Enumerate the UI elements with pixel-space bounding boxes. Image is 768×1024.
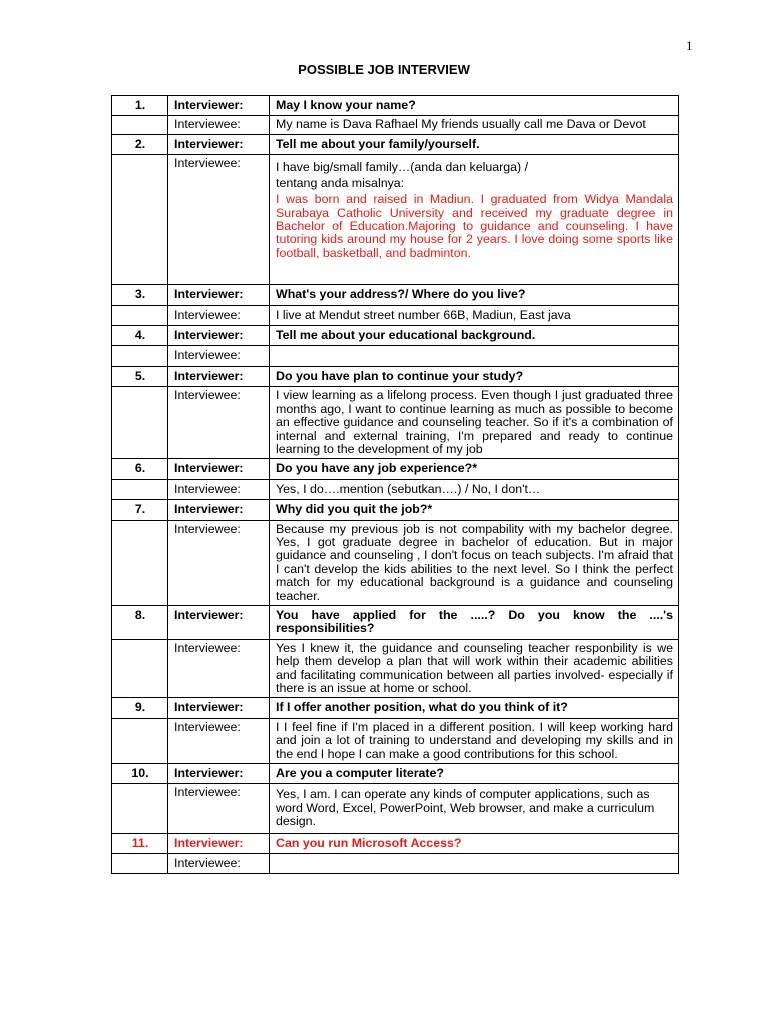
item-number: 9. [112, 698, 168, 718]
question-row-7 [112, 500, 679, 520]
empty-cell [112, 784, 168, 833]
interviewer-label: Interviewer: [168, 605, 270, 639]
answer-text: Yes, I am. I can operate any kinds of computer applications, such as word Word, Excel, PowerPoint, Web browser, and make a curriculum design. [270, 784, 679, 833]
answer-row-2 [112, 155, 679, 285]
empty-cell [112, 854, 168, 874]
item-number: 4. [112, 326, 168, 346]
empty-cell [112, 520, 168, 605]
answer-row-1 [112, 116, 679, 134]
question-row-4 [112, 326, 679, 346]
empty-cell [112, 305, 168, 325]
question-row-1 [112, 96, 679, 116]
question-text: May I know your name? [270, 96, 679, 116]
answer-text: Yes I knew it, the guidance and counseling teacher responbility is we help them develop a plan that will work within their academic abilities and facilitating communication between all parties involved- especially if there is an issue at home or school. [270, 639, 679, 698]
interviewer-label: Interviewer: [168, 698, 270, 718]
answer-text: I live at Mendut street number 66B, Madiun, East java [270, 305, 679, 325]
empty-cell [112, 718, 168, 763]
interviewee-label: Interviewee: [168, 346, 270, 366]
question-row-2 [112, 134, 679, 154]
interviewee-label: Interviewee: [168, 718, 270, 763]
answer-text: My name is Dava Rafhael My friends usually call me Dava or Devot [270, 116, 679, 134]
question-text: Are you a computer literate? [270, 764, 679, 784]
interviewer-label: Interviewer: [168, 96, 270, 116]
interviewee-label: Interviewee: [168, 854, 270, 874]
interviewee-label: Interviewee: [168, 305, 270, 325]
interviewer-label: Interviewer: [168, 764, 270, 784]
interview-table [111, 95, 679, 874]
answer-row-4 [112, 346, 679, 366]
answer-row-9 [112, 718, 679, 763]
interviewee-label: Interviewee: [168, 784, 270, 833]
item-number: 8. [112, 605, 168, 639]
question-row-3 [112, 285, 679, 305]
interviewee-label: Interviewee: [168, 520, 270, 605]
question-row-10 [112, 764, 679, 784]
question-text: Do you have any job experience?* [270, 459, 679, 479]
question-row-11 [112, 833, 679, 853]
interviewer-label: Interviewer: [168, 134, 270, 154]
question-row-8 [112, 605, 679, 639]
empty-cell [112, 116, 168, 134]
answer-row-10 [112, 784, 679, 833]
question-text: What's your address?/ Where do you live? [270, 285, 679, 305]
question-row-6 [112, 459, 679, 479]
answer-row-5 [112, 387, 679, 459]
question-text: Tell me about your family/yourself. [270, 134, 679, 154]
item-number: 5. [112, 366, 168, 386]
interviewer-label: Interviewer: [168, 459, 270, 479]
answer-row-7 [112, 520, 679, 605]
item-number: 7. [112, 500, 168, 520]
interviewer-label: Interviewer: [168, 285, 270, 305]
interviewer-label: Interviewer: [168, 833, 270, 853]
empty-cell [112, 346, 168, 366]
answer-text: Yes, I do….mention (sebutkan….) / No, I don't… [270, 479, 679, 499]
answer-text [270, 854, 679, 874]
answer-row-3 [112, 305, 679, 325]
page-number: 1 [686, 38, 693, 53]
interviewee-label: Interviewee: [168, 479, 270, 499]
empty-cell [112, 639, 168, 698]
answer-intro-line-1: I have big/small family…(anda dan keluarga) / [276, 160, 529, 175]
document-title: POSSIBLE JOB INTERVIEW [298, 62, 470, 77]
interviewer-label: Interviewer: [168, 500, 270, 520]
question-text: Why did you quit the job?* [270, 500, 679, 520]
question-text: Do you have plan to continue your study? [270, 366, 679, 386]
question-text: You have applied for the .....? Do you know the ....'s responsibilities? [270, 605, 679, 639]
interviewer-label: Interviewer: [168, 366, 270, 386]
question-row-5 [112, 366, 679, 386]
answer-row-11 [112, 854, 679, 874]
answer-text: I view learning as a lifelong process. Even though I just graduated three months ago, I want to continue learning as much as possible to become an effective guidance and counseling teacher. So if it's a combination of internal and external training, I'm prepared and ready to continue learning to the development of my job [270, 387, 679, 459]
item-number: 3. [112, 285, 168, 305]
item-number: 10. [112, 764, 168, 784]
empty-cell [112, 479, 168, 499]
answer-intro-line-2: tentang anda misalnya: [276, 176, 405, 191]
answer-cell [270, 155, 679, 285]
interviewer-label: Interviewer: [168, 326, 270, 346]
answer-row-6 [112, 479, 679, 499]
item-number: 11. [112, 833, 168, 853]
question-text: If I offer another position, what do you think of it? [270, 698, 679, 718]
item-number: 6. [112, 459, 168, 479]
answer-text [270, 346, 679, 366]
answer-text: Because my previous job is not compability with my bachelor degree. Yes, I got graduate degree in bachelor of education. But in major guidance and counseling , I don't focus on teach subjects. I'm afraid that I can't develop the kids abilities to the next level. So I think the perfect match for my educational background is a guidance and counseling teacher. [270, 520, 679, 605]
question-text: Can you run Microsoft Access? [270, 833, 679, 853]
item-number: 2. [112, 134, 168, 154]
answer-text-red: I was born and raised in Madiun. I graduated from Widya Mandala Surabaya Catholic University and received my graduate degree in Bachelor of Education.Majoring to guidance and counseling. I have tutoring kids around my house for 2 years. I love doing some sports like football, basketball, and badminton. [276, 192, 673, 260]
interviewee-label: Interviewee: [168, 639, 270, 698]
interviewee-label: Interviewee: [168, 155, 270, 285]
empty-cell [112, 387, 168, 459]
interviewee-label: Interviewee: [168, 116, 270, 134]
interviewee-label: Interviewee: [168, 387, 270, 459]
question-text: Tell me about your educational background. [270, 326, 679, 346]
empty-cell [112, 155, 168, 285]
answer-text: I I feel fine if I'm placed in a different position. I will keep working hard and join a lot of training to understand and developing my skills and in the end I hope I can make a good contributions for this school. [270, 718, 679, 763]
question-row-9 [112, 698, 679, 718]
item-number: 1. [112, 96, 168, 116]
answer-row-8 [112, 639, 679, 698]
